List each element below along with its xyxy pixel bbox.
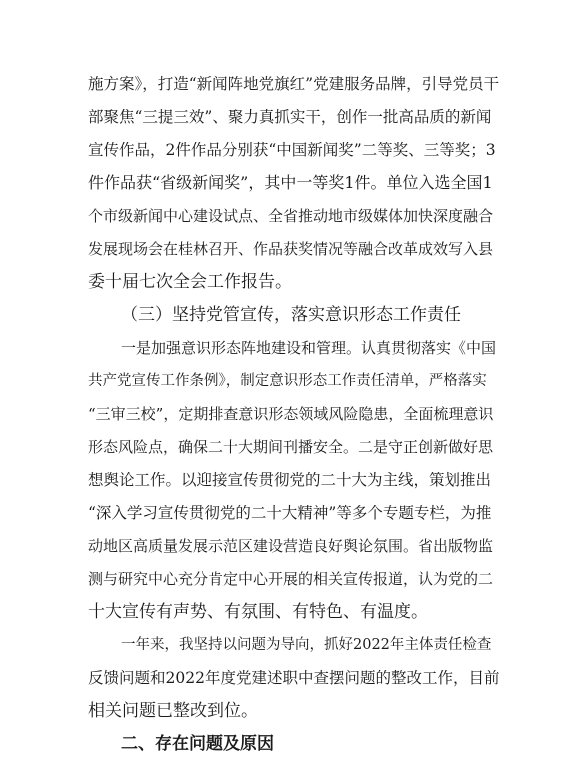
body-line: 个市级新闻中心建设试点、全省推动地市级媒体加快深度融合 (88, 207, 494, 225)
section-heading: （三）坚持党管宣传，落实意识形态工作责任 (121, 305, 461, 325)
body-line: 动地区高质量发展示范区建设营造良好舆论氛围。省出版物监 (88, 537, 494, 555)
body-line: “深入学习宣传贯彻党的二十大精神”等多个专题专栏，为推 (88, 504, 492, 522)
body-line: 测与研究中心充分肯定中心开展的相关宣传报道，认为党的二 (88, 570, 494, 588)
body-line: “三审三校”，定期排查意识形态领域风险隐患，全面梳理意识 (88, 405, 494, 423)
body-line: 部聚焦“三提三效”、聚力真抓实干，创作一批高品质的新闻 (88, 108, 492, 126)
body-line: 反馈问题和2022年度党建述职中查摆问题的整改工作，目前 (88, 669, 500, 687)
body-line: 宣传作品，2件作品分别获“中国新闻奖”二等奖、三等奖；3 (88, 141, 496, 159)
body-line: 一年来，我坚持以问题为导向，抓好2022年主体责任检查 (121, 637, 492, 653)
body-line: 施方案》，打造“新闻阵地党旗红”党建服务品牌，引导党员干 (88, 75, 500, 93)
body-line: 件作品获“省级新闻奖”，其中一等奖1件。单位入选全国1 (88, 173, 493, 192)
body-line: 相关问题已整改到位。 (88, 701, 258, 721)
body-line: 十大宣传有声势、有氛围、有特色、有温度。 (88, 602, 428, 622)
body-line: 一是加强意识形态阵地建设和管理。认真贯彻落实《中国 (121, 339, 497, 357)
body-line: 委十届七次全会工作报告。 (88, 272, 292, 292)
body-line: 发展现场会在桂林召开、作品获奖情况等融合改革成效写入县 (88, 240, 494, 258)
body-line: 想舆论工作。以迎接宣传贯彻党的二十大为主线，策划推出 (88, 471, 492, 489)
section-heading: 二、存在问题及原因 (121, 734, 274, 754)
body-line: 共产党宣传工作条例》，制定意识形态工作责任清单，严格落实 (88, 373, 487, 389)
body-line: 形态风险点，确保二十大期间刊播安全。二是守正创新做好思 (88, 438, 494, 456)
